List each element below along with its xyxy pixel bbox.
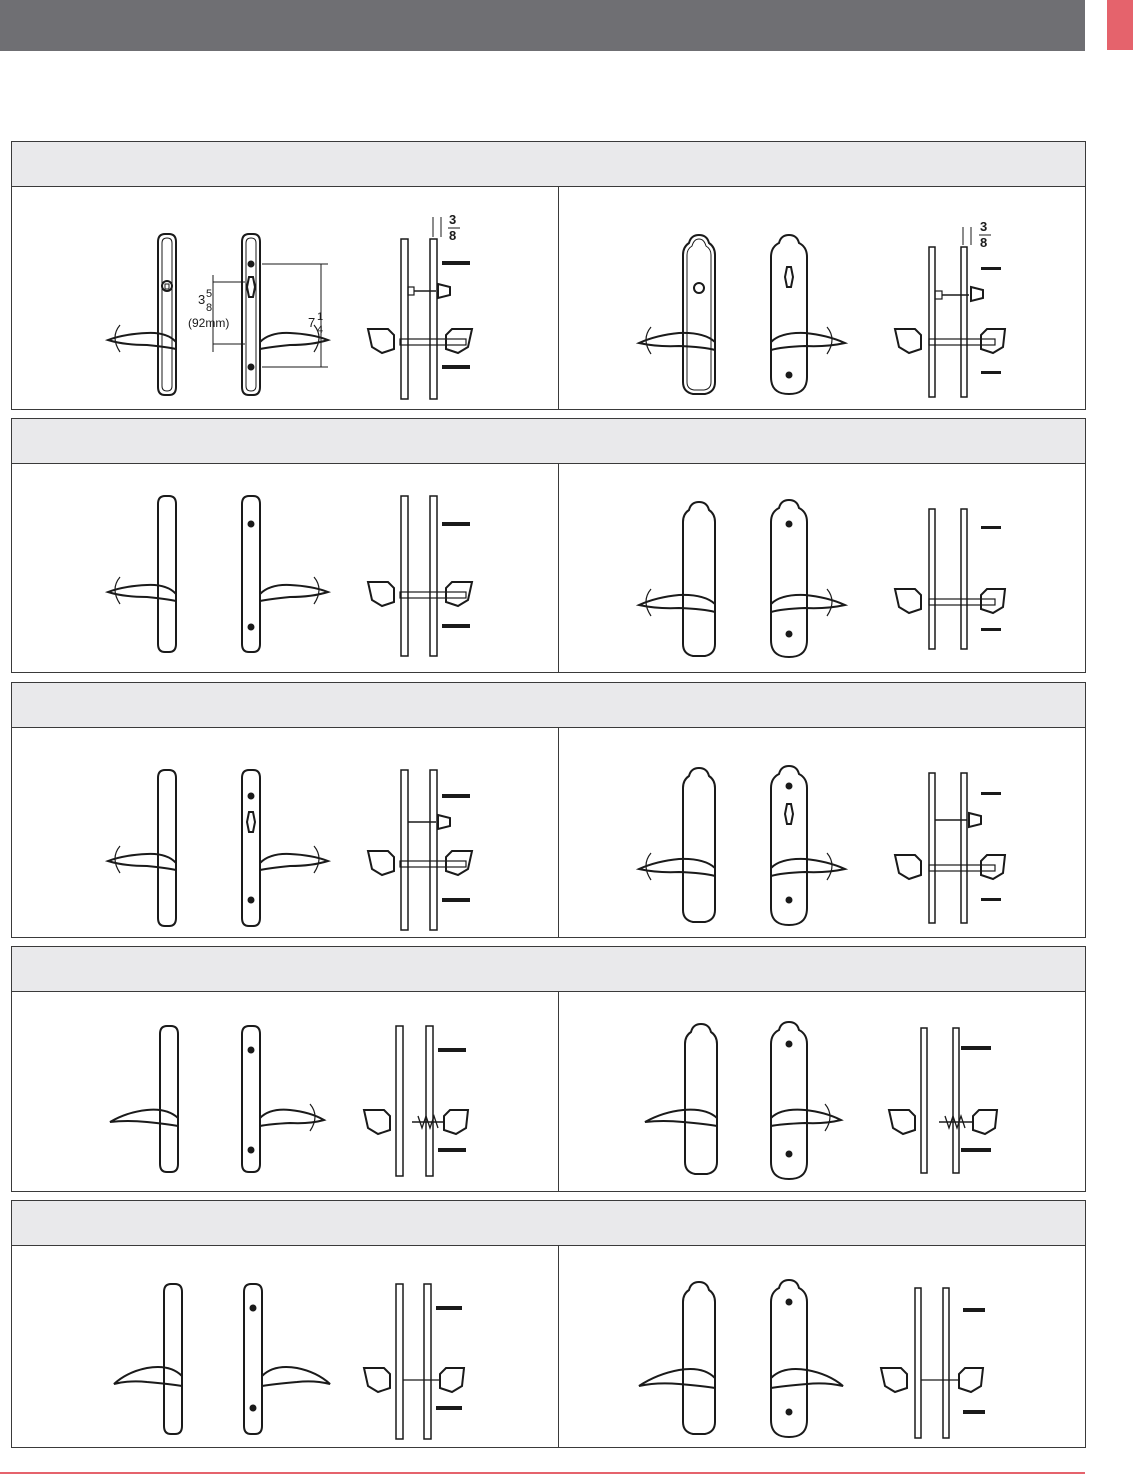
thickness-den: 8 bbox=[980, 235, 988, 250]
narrow-trim-drawing bbox=[12, 1246, 558, 1448]
arched-trim-drawing bbox=[559, 1246, 1086, 1448]
exterior-plate bbox=[158, 234, 176, 395]
side-view-interior bbox=[953, 1028, 959, 1173]
side-view-exterior bbox=[929, 247, 935, 397]
exterior-plate bbox=[158, 770, 176, 926]
section-header bbox=[12, 683, 1085, 728]
side-view-exterior bbox=[396, 1284, 403, 1439]
hardware-section-3 bbox=[11, 682, 1086, 938]
exterior-plate bbox=[160, 1026, 178, 1172]
side-view-interior bbox=[424, 1284, 431, 1439]
panel-arched-trim bbox=[559, 464, 1085, 672]
mounting-screw-icon bbox=[442, 261, 470, 265]
lever-handle bbox=[110, 1110, 178, 1126]
panel-narrow-trim bbox=[12, 187, 559, 409]
arched-trim-drawing bbox=[559, 187, 1086, 410]
spacing-den: 8 bbox=[206, 302, 213, 314]
exterior-plate bbox=[683, 1282, 715, 1434]
spacing-num: 5 bbox=[206, 288, 213, 300]
mounting-screw-icon bbox=[438, 1048, 466, 1052]
mounting-screw-icon bbox=[961, 1148, 991, 1152]
header-bar bbox=[0, 0, 1085, 51]
side-view-exterior bbox=[929, 773, 935, 923]
height-num: 1 bbox=[317, 311, 324, 323]
side-view-interior bbox=[961, 247, 967, 397]
side-view-exterior bbox=[929, 509, 935, 649]
mounting-screw-icon bbox=[981, 628, 1001, 631]
section-header bbox=[12, 1201, 1085, 1246]
side-view-exterior bbox=[915, 1288, 921, 1438]
mounting-screw-icon bbox=[442, 794, 470, 798]
section-header bbox=[12, 419, 1085, 464]
mounting-screw-icon bbox=[436, 1306, 462, 1310]
mounting-screw-icon bbox=[961, 1046, 991, 1050]
thickness-num: 3 bbox=[449, 212, 457, 227]
hardware-section-1 bbox=[11, 141, 1086, 410]
side-view-interior bbox=[943, 1288, 949, 1438]
page-tab-marker bbox=[1107, 0, 1133, 50]
interior-plate bbox=[771, 235, 807, 394]
side-view-exterior bbox=[401, 496, 408, 656]
exterior-plate bbox=[685, 1024, 717, 1174]
lever-handle bbox=[639, 333, 715, 350]
side-view-exterior bbox=[921, 1028, 927, 1173]
interior-plate bbox=[242, 234, 260, 395]
panel-narrow-trim bbox=[12, 992, 559, 1191]
narrow-trim-drawing bbox=[12, 992, 558, 1192]
exterior-plate bbox=[158, 496, 176, 652]
mounting-screw-icon bbox=[981, 371, 1001, 374]
panel-arched-trim bbox=[559, 1246, 1085, 1447]
panel-arched-trim bbox=[559, 187, 1085, 409]
mounting-screw-icon bbox=[981, 792, 1001, 795]
hardware-section-2 bbox=[11, 418, 1086, 673]
mounting-screw-icon bbox=[442, 365, 470, 369]
side-view-exterior bbox=[401, 239, 408, 399]
panel-narrow-trim bbox=[12, 728, 559, 937]
mounting-screw-icon bbox=[981, 898, 1001, 901]
spacing-whole: 3 bbox=[198, 292, 206, 307]
thickness-den: 8 bbox=[449, 228, 457, 243]
side-view-interior bbox=[430, 770, 437, 930]
thickness-num: 3 bbox=[980, 219, 988, 234]
panel-narrow-trim bbox=[12, 1246, 559, 1447]
exterior-plate bbox=[683, 235, 715, 394]
exterior-plate bbox=[164, 1284, 182, 1434]
mounting-screw-icon bbox=[963, 1410, 985, 1414]
mounting-screw-icon bbox=[981, 526, 1001, 529]
narrow-trim-drawing bbox=[12, 728, 558, 938]
hardware-section-4 bbox=[11, 946, 1086, 1192]
section-header bbox=[12, 947, 1085, 992]
thumbturn-icon bbox=[785, 267, 793, 287]
mounting-screw-icon bbox=[963, 1308, 985, 1312]
thumbturn-icon bbox=[247, 277, 255, 297]
exterior-plate bbox=[683, 768, 715, 922]
panel-narrow-trim bbox=[12, 464, 559, 672]
side-view-exterior bbox=[401, 770, 408, 930]
arched-trim-drawing bbox=[559, 992, 1086, 1192]
mounting-screw-icon bbox=[438, 1148, 466, 1152]
side-view-interior bbox=[961, 509, 967, 649]
mounting-screw-icon bbox=[442, 522, 470, 526]
arched-trim-drawing bbox=[559, 464, 1086, 673]
key-cylinder-icon bbox=[694, 283, 704, 293]
rotation-arrow-icon bbox=[825, 1104, 830, 1131]
side-view-interior bbox=[426, 1026, 433, 1176]
footer-rule bbox=[0, 1472, 1085, 1474]
side-view-interior bbox=[961, 773, 967, 923]
side-view-interior bbox=[430, 496, 437, 656]
mounting-screw-icon bbox=[442, 898, 470, 902]
arched-trim-drawing bbox=[559, 728, 1086, 938]
narrow-trim-drawing bbox=[12, 187, 558, 410]
section-header bbox=[12, 142, 1085, 187]
mounting-screw-icon bbox=[436, 1406, 462, 1410]
mounting-screw-icon bbox=[981, 267, 1001, 270]
spacing-mm: (92mm) bbox=[188, 316, 230, 330]
exterior-plate bbox=[683, 502, 715, 656]
rotation-arrow-icon bbox=[310, 1104, 315, 1131]
thumbturn-icon bbox=[247, 812, 255, 832]
panel-arched-trim bbox=[559, 728, 1085, 937]
thumbturn-icon bbox=[785, 804, 793, 824]
panel-arched-trim bbox=[559, 992, 1085, 1191]
mounting-screw-icon bbox=[442, 624, 470, 628]
narrow-trim-drawing bbox=[12, 464, 558, 673]
side-view-interior bbox=[430, 239, 437, 399]
height-den: 4 bbox=[317, 324, 324, 336]
lever-handle bbox=[108, 333, 176, 349]
hardware-section-5 bbox=[11, 1200, 1086, 1448]
lever-handle bbox=[114, 1367, 182, 1386]
height-whole: 7 bbox=[308, 315, 316, 330]
side-view-exterior bbox=[396, 1026, 403, 1176]
